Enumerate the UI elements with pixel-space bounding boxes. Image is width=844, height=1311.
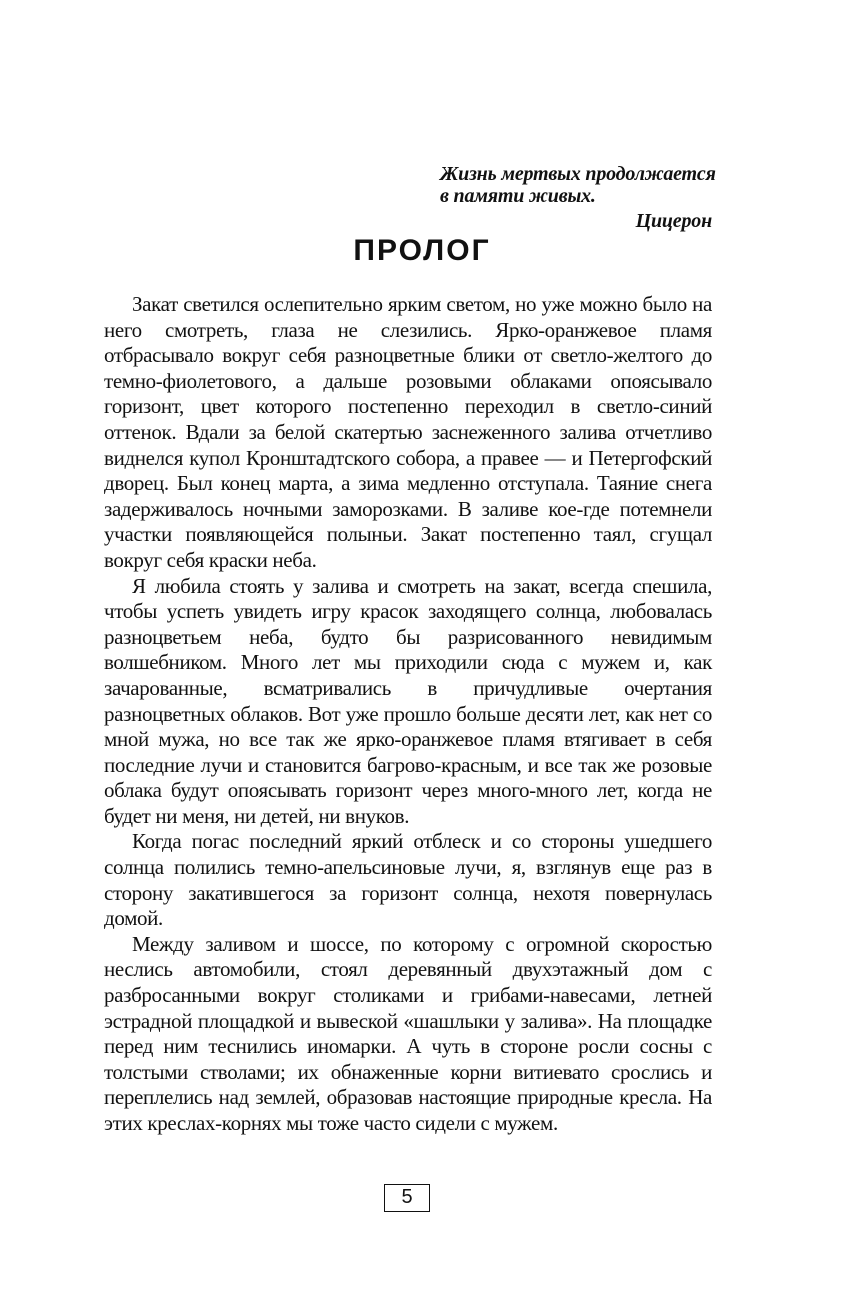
paragraph: Закат светился ослепительно ярким светом, но уже можно было на него смотреть, глаза не слезились. Ярко-оранжевое пламя отбрасывало вокруг себя разноцветные блики от светло-желтого до темно-фиолетового, а дальше розовыми облаками опоясывало горизонт, цвет которого постепенно переходил в светло-синий оттенок. Вдали за белой скатертью заснеженного залива отчетливо виднелся купол Кронштадтского собора, а правее — и Петергофский дворец. Был конец марта, а зима медленно отступала. Таяние снега задерживалось ночными заморозками. В заливе кое-где потемнели участки появляющейся полыньи. Закат постепенно таял, сгущал вокруг себя краски неба. <box>104 292 712 572</box>
chapter-body <box>104 292 712 1137</box>
paragraph: Между заливом и шоссе, по которому с огромной скоростью неслись автомобили, стоял деревянный двухэтажный дом с разбросанными вокруг столиками и грибами-навесами, летней эстрадной площадкой и вывеской «шашлыки у залива». На площадке перед ним теснились иномарки. А чуть в стороне росли сосны с толстыми стволами; их обнаженные корни витиевато срослись и переплелись над землей, образовав настоящие природные кресла. На этих креслах-корнях мы тоже часто сидели с мужем. <box>104 931 712 1135</box>
page-number: 5 <box>384 1184 430 1212</box>
paragraph: Когда погас последний яркий отблеск и со стороны ушедшего солнца полились темно-апельсиновые лучи, я, взглянув еще раз в сторону закатившегося за горизонт солнца, нехотя повернулась домой. <box>104 829 712 931</box>
epigraph <box>440 163 716 232</box>
paragraph: Я любила стоять у залива и смотреть на закат, всегда спешила, чтобы успеть увидеть игру красок заходящего солнца, любовалась разноцветьем неба, будто бы разрисованного невидимым волшебником. Много лет мы приходили сюда с мужем и, как зачарованные, всматривались в причудливые очертания разноцветных облаков. Вот уже прошло больше десяти лет, как нет со мной мужа, но все так же ярко-оранжевое пламя втягивает в себя последние лучи и становится багрово-красным, и все так же розовые облака будут опоясывать горизонт через много-много лет, когда не будет ни меня, ни детей, ни внуков. <box>104 573 712 828</box>
epigraph-author: Цицерон <box>635 210 712 232</box>
chapter-title: ПРОЛОГ <box>353 234 491 267</box>
epigraph-line-1: Жизнь мертвых продолжается <box>440 163 716 185</box>
epigraph-line-2: в памяти живых. <box>440 185 596 207</box>
